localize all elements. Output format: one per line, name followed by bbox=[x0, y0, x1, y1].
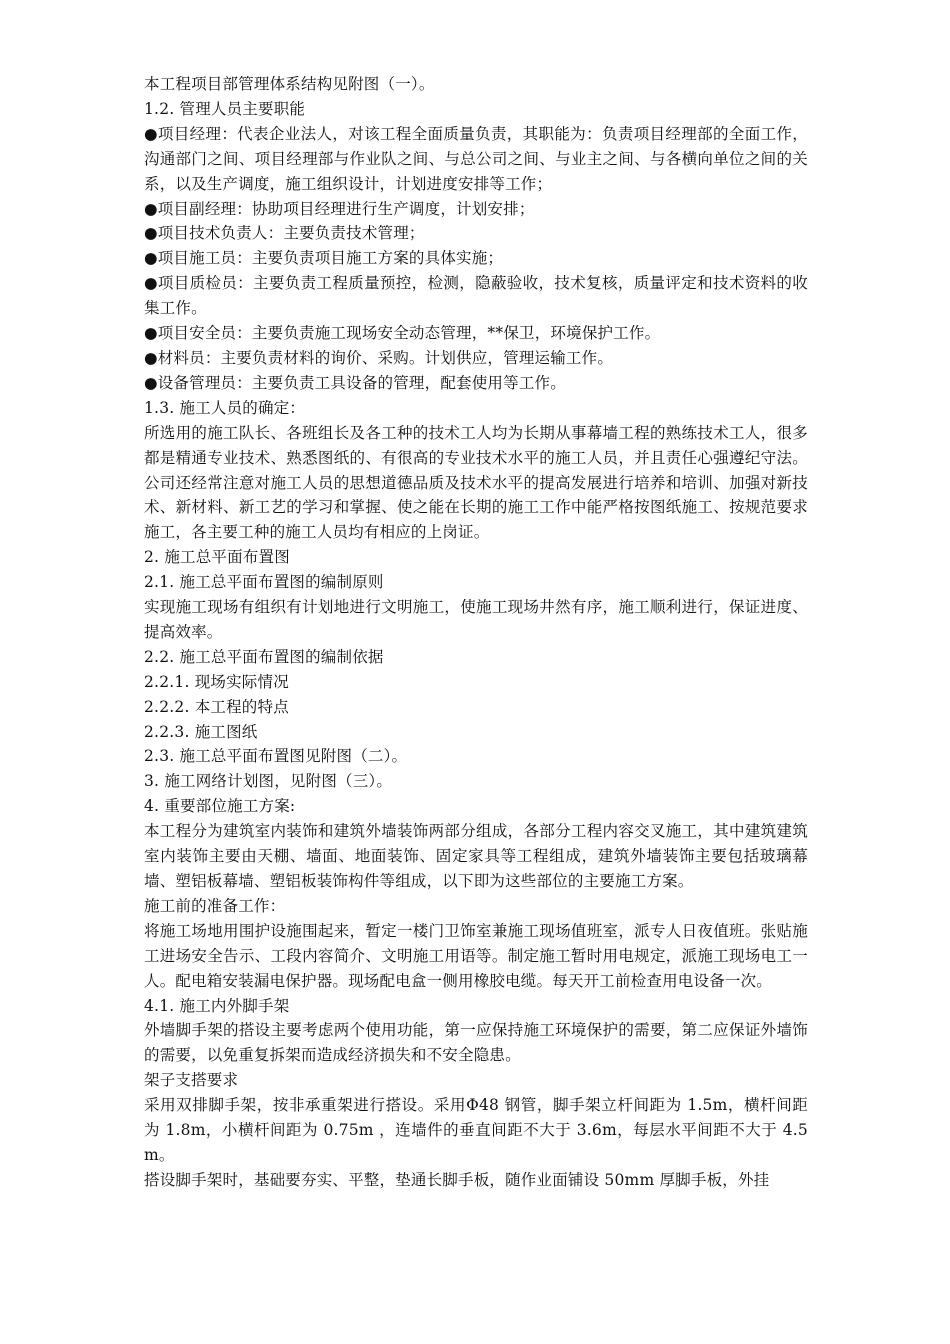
bullet-item: ●项目经理：代表企业法人，对该工程全面质量负责，其职能为：负责项目经理部的全面工作，沟通部门之间、项目经理部与作业队之间、与总公司之间、与业主之间、与各横向单位之间的关系，以及生产调度，施工组织设计，计划进度安排等工作； bbox=[144, 124, 808, 193]
section-heading: 2.2.1. 现场实际情况 bbox=[144, 672, 289, 691]
paragraph: 将施工场地用围护设施围起来，暂定一楼门卫饰室兼施工现场值班室，派专人日夜值班。张贴施工进场安全告示、工段内容简介、文明施工用语等。制定施工暂时用电规定，派施工现场电工一人。配电箱安装漏电保护器。现场配电盒一侧用橡胶电缆。每天开工前检查用电设备一次。 bbox=[144, 921, 808, 990]
paragraph: 实现施工现场有组织有计划地进行文明施工，使施工现场井然有序，施工顺利进行，保证进度、提高效率。 bbox=[144, 598, 808, 641]
section-heading: 2.1. 施工总平面布置图的编制原则 bbox=[144, 573, 384, 592]
bullet-item: ●项目质检员：主要负责工程质量预控，检测，隐蔽验收，技术复核，质量评定和技术资料的收集工作。 bbox=[144, 274, 808, 318]
section-heading: 1.3. 施工人员的确定： bbox=[144, 398, 306, 417]
bullet-item: ●设备管理员：主要负责工具设备的管理，配套使用等工作。 bbox=[144, 373, 566, 392]
section-heading: 2.2.2. 本工程的特点 bbox=[144, 697, 289, 716]
bullet-item: ●材料员：主要负责材料的询价、采购。计划供应，管理运输工作。 bbox=[144, 348, 614, 367]
paragraph: 外墙脚手架的搭设主要考虑两个使用功能，第一应保持施工环境保护的需要，第二应保证外墙饰的需要，以免重复拆架而造成经济损失和不安全隐患。 bbox=[144, 1021, 808, 1065]
section-heading: 2. 施工总平面布置图 bbox=[144, 548, 290, 567]
subheading: 架子支搭要求 bbox=[144, 1071, 239, 1090]
section-heading: 2.3. 施工总平面布置图见附图（二）。 bbox=[144, 747, 408, 766]
bullet-item: ●项目技术负责人：主要负责技术管理； bbox=[144, 224, 425, 243]
section-heading: 4. 重要部位施工方案: bbox=[144, 797, 296, 816]
section-heading: 2.2.3. 施工图纸 bbox=[144, 722, 258, 741]
bullet-item: ●项目副经理：协助项目经理进行生产调度，计划安排； bbox=[144, 199, 535, 218]
paragraph: 本工程项目部管理体系结构见附图（一）。 bbox=[144, 75, 435, 93]
document-page bbox=[144, 72, 808, 1193]
subheading: 施工前的准备工作： bbox=[144, 896, 286, 915]
section-heading: 3. 施工网络计划图，见附图（三）。 bbox=[144, 772, 393, 791]
bullet-item: ●项目安全员：主要负责施工现场安全动态管理，**保卫，环境保护工作。 bbox=[144, 324, 661, 343]
paragraph: 采用双排脚手架，按非承重架进行搭设。采用Φ48 钢管，脚手架立杆间距为 1.5m，横杆间距为 1.8m，小横杆间距为 0.75m ，连墙件的垂直间距不大于 3.6m，每层水平间距不大于 4.5m。 bbox=[144, 1096, 808, 1164]
paragraph: 本工程分为建筑室内装饰和建筑外墙装饰两部分组成，各部分工程内容交叉施工，其中建筑建筑室内装饰主要由天棚、墙面、地面装饰、固定家具等工程组成，建筑外墙装饰主要包括玻璃幕墙、塑铝板幕墙、塑铝板装饰构件等组成，以下即为这些部位的主要施工方案。 bbox=[144, 822, 808, 890]
paragraph: 搭设脚手架时，基础要夯实、平整，垫通长脚手板，随作业面铺设 50mm 厚脚手板，外挂 bbox=[144, 1170, 770, 1189]
section-heading: 1.2. 管理人员主要职能 bbox=[144, 99, 306, 118]
section-heading: 4.1. 施工内外脚手架 bbox=[144, 996, 290, 1015]
section-heading: 2.2. 施工总平面布置图的编制依据 bbox=[144, 647, 384, 666]
bullet-item: ●项目施工员：主要负责项目施工方案的具体实施； bbox=[144, 249, 504, 268]
paragraph: 所选用的施工队长、各班组长及各工种的技术工人均为长期从事幕墙工程的熟练技术工人，很多都是精通专业技术、熟悉图纸的、有很高的专业技术水平的施工人员，并且责任心强遵纪守法。公司还经常注意对施工人员的思想道德品质及技术水平的提高发展进行培养和培训、加强对新技术、新材料、新工艺的学习和掌握、使之能在长期的施工工作中能严格按图纸施工、按规范要求施工，各主要工种的施工人员均有相应的上岗证。 bbox=[144, 423, 808, 542]
